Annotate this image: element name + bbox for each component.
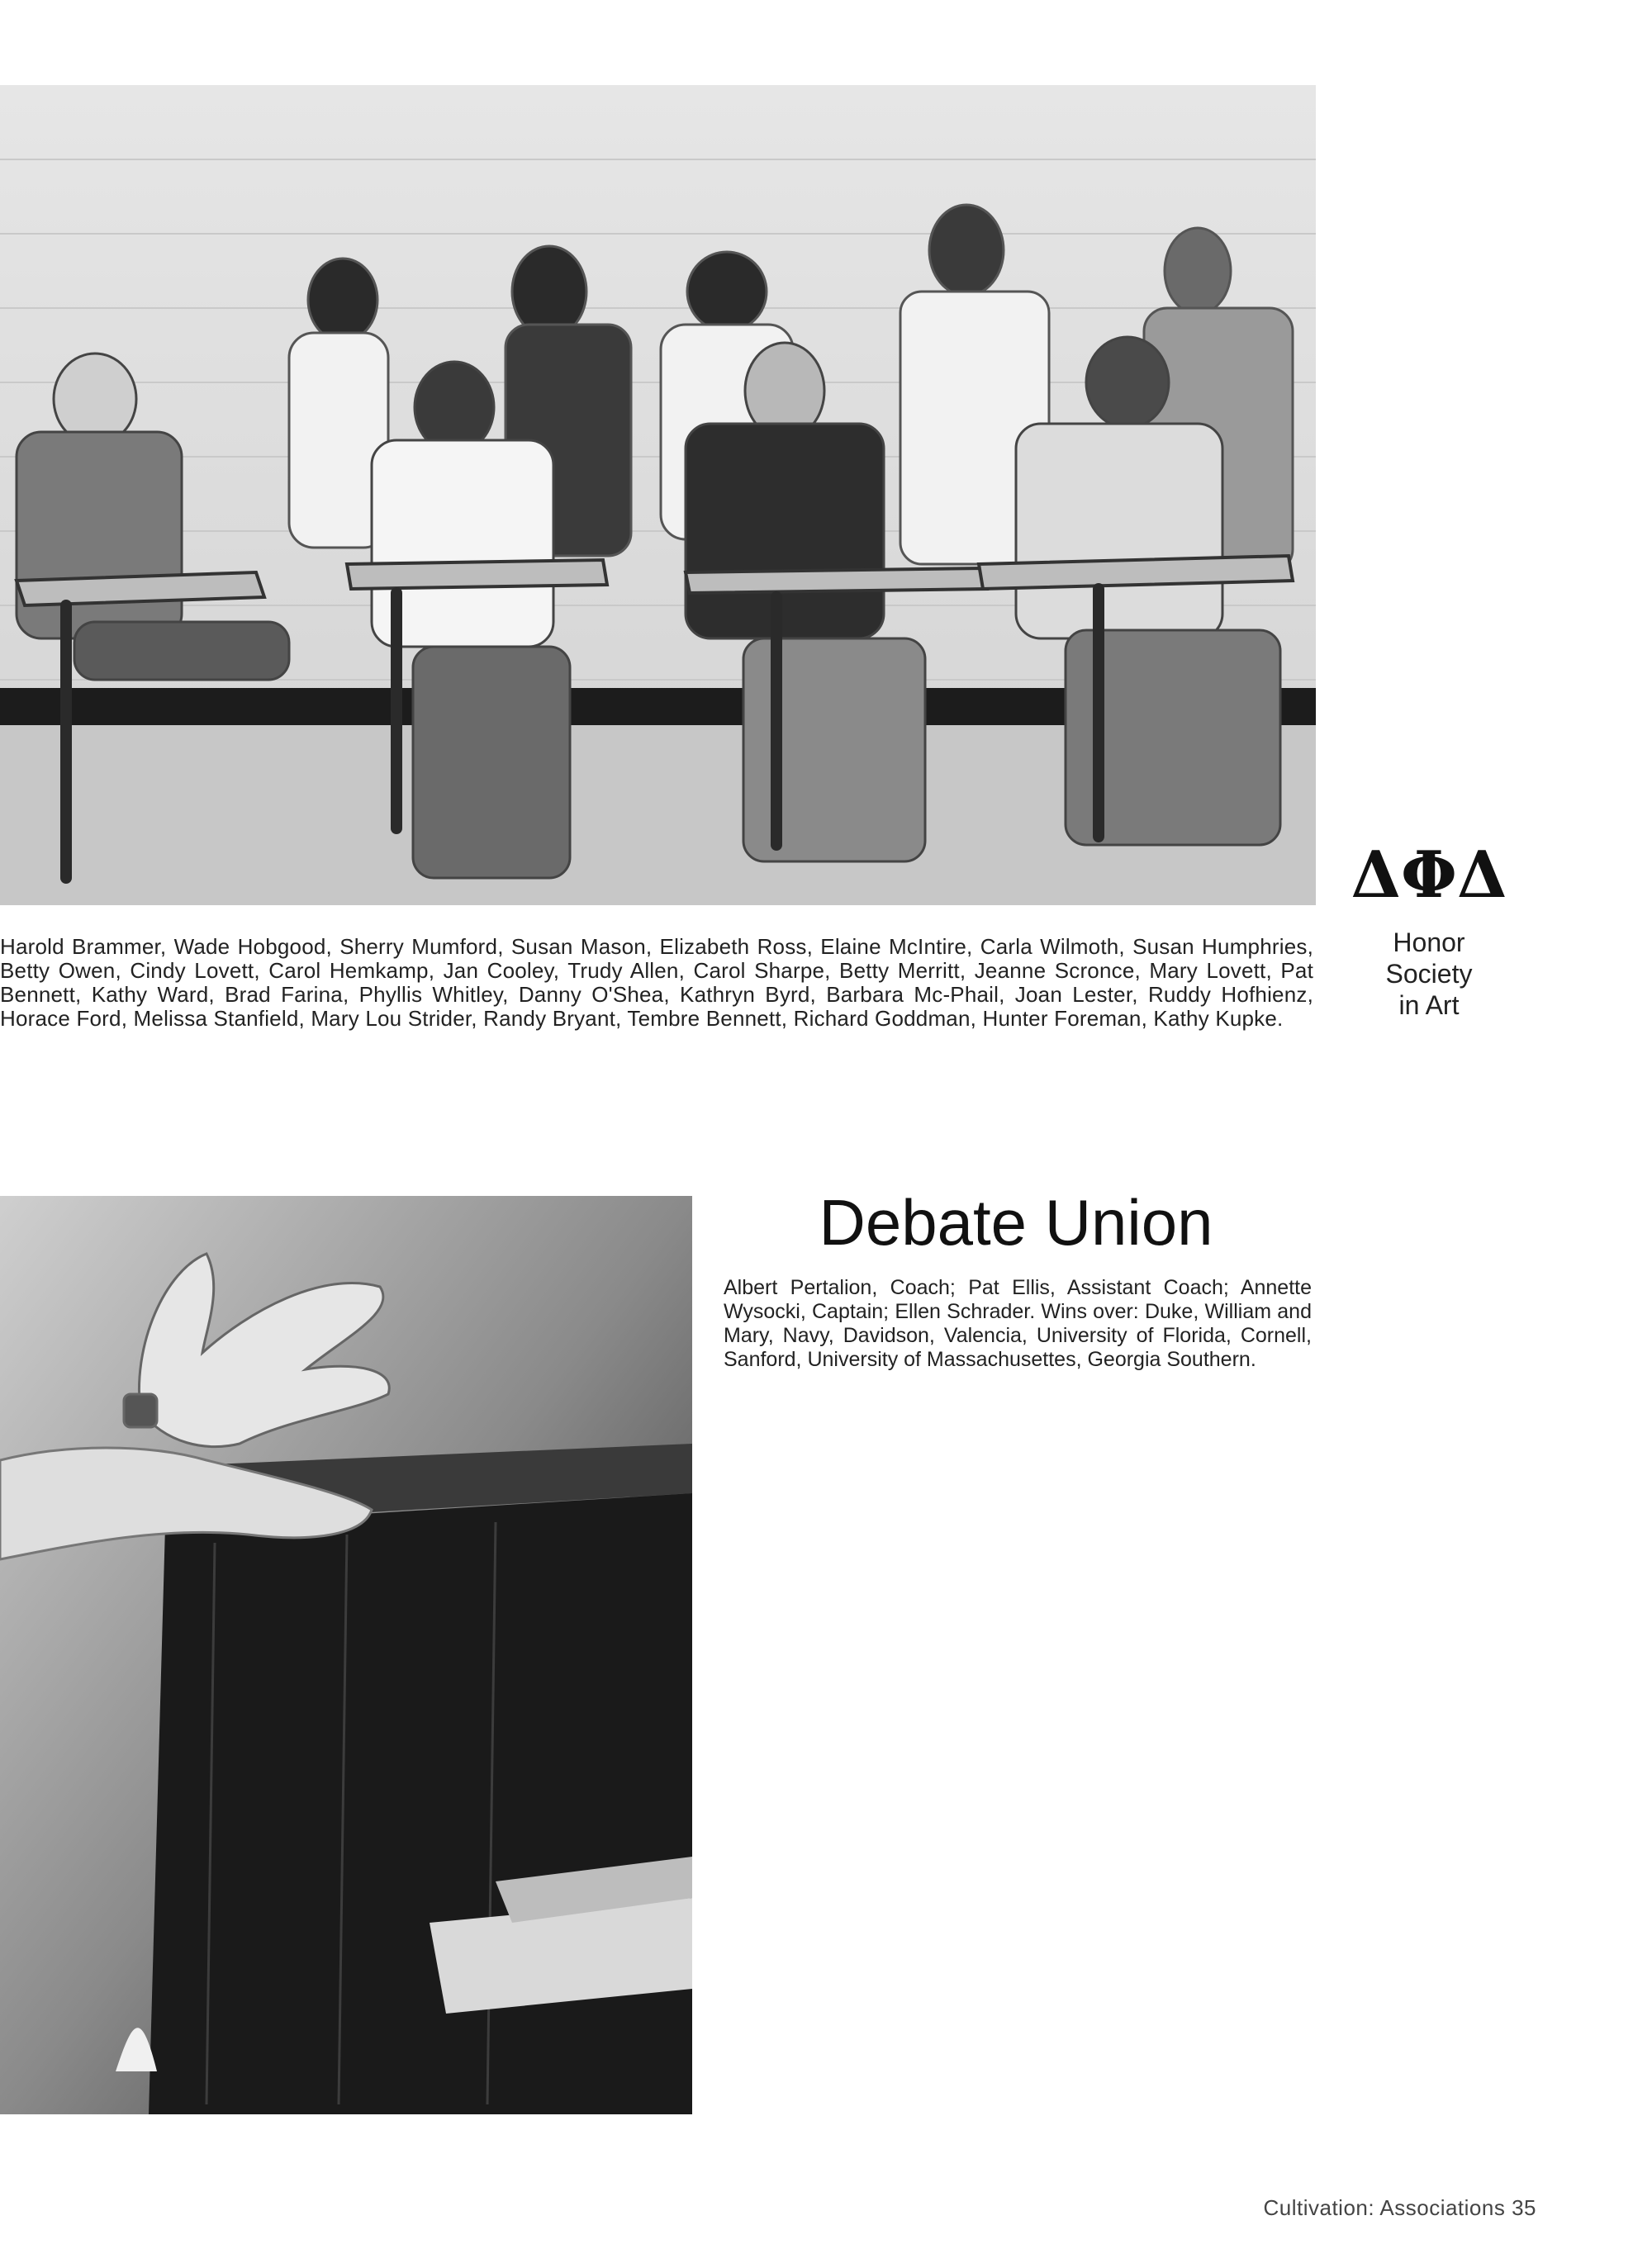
subtitle-line: Society	[1385, 959, 1473, 989]
subtitle-line: in Art	[1398, 990, 1460, 1020]
subtitle-line: Honor	[1393, 927, 1465, 957]
page-footer: Cultivation: Associations 35	[1263, 2195, 1536, 2220]
art-society-subtitle	[1355, 927, 1503, 1021]
art-society-caption: Harold Brammer, Wade Hobgood, Sherry Mumford, Susan Mason, Elizabeth Ross, Elaine McIntire, Carla Wilmoth, Susan Humphries, Betty Owen, Cindy Lovett, Carol Hemkamp, Jan Cooley, Trudy Allen, Carol Sharpe, Betty Merritt, Jeanne Scronce, Mary Lovett, Pat Bennett, Kathy Ward, Brad Farina, Phyllis Whitley, Danny O'Shea, Kathryn Byrd, Barbara Mc-Phail, Joan Lester, Ruddy Hofhienz, Horace Ford, Melissa Stanfield, Mary Lou Strider, Randy Bryant, Tembre Bennett, Richard Goddman, Hunter Foreman, Kathy Kupke.	[0, 934, 1313, 1031]
group-photo-illustration	[0, 85, 1316, 905]
debate-photo	[0, 1196, 692, 2114]
debate-photo-illustration	[0, 1196, 692, 2114]
group-photo	[0, 85, 1316, 905]
debate-union-description: Albert Pertalion, Coach; Pat Ellis, Assistant Coach; Annette Wysocki, Captain; Ellen Schrader. Wins over: Duke, William and Mary, Navy, Davidson, Valencia, University of Florida, Cornell, Sanford, University of Massachusettes, Georgia Southern.	[724, 1276, 1312, 1371]
greek-letters-heading: ΔΦΔ	[1351, 837, 1507, 913]
debate-union-title: Debate Union	[819, 1186, 1213, 1259]
